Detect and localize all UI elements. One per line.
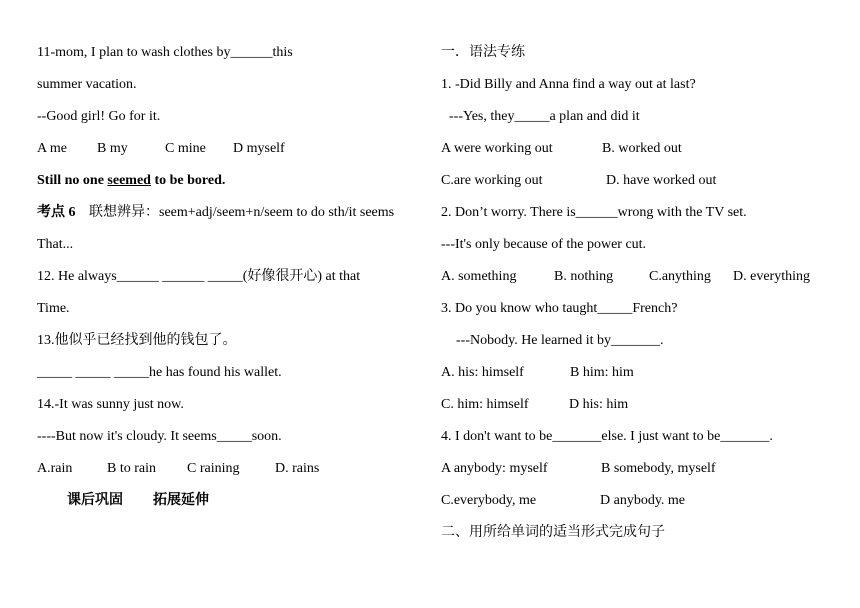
question-11-line-1: 11-mom, I plan to wash clothes by______this <box>37 45 293 60</box>
option-d: D. everything <box>733 269 810 284</box>
question-14-options <box>37 458 427 490</box>
question-1-line-1: 1. -Did Billy and Anna find a way out at last? <box>441 77 696 92</box>
kaodian-text: 联想辨异：seem+adj/seem+n/seem to do sth/it seems <box>89 205 395 220</box>
option-d: D. rains <box>275 461 320 476</box>
question-13-line-2: _____ _____ _____he has found his wallet. <box>37 365 282 380</box>
question-1-line-2: ---Yes, they_____a plan and did it <box>449 109 640 124</box>
question-4-options-cd <box>441 490 841 522</box>
question-3-options-cd <box>441 394 841 426</box>
left-column <box>37 42 427 522</box>
right-column <box>441 42 841 554</box>
question-4-options-ab <box>441 458 841 490</box>
underlined-word: seemed <box>107 173 151 188</box>
option-a: A were working out <box>441 141 553 156</box>
example-sentence <box>37 170 427 202</box>
option-b: B him: him <box>570 365 634 380</box>
option-b: B somebody, myself <box>601 461 716 476</box>
option-d: D his: him <box>569 397 629 412</box>
option-d: D. have worked out <box>606 173 717 188</box>
grammar-heading: 一．语法专练 <box>441 45 525 60</box>
question-3-line-2: ---Nobody. He learned it by_______. <box>456 333 664 348</box>
option-a: A.rain <box>37 461 73 476</box>
question-2-line-1: 2. Don’t worry. There is______wrong with the TV set. <box>441 205 747 220</box>
question-12-line-2: Time. <box>37 301 70 316</box>
question-12-line-1: 12. He always______ ______ _____(好像很开心) at that <box>37 269 361 284</box>
option-b: B my <box>97 141 128 156</box>
section-label-extend: 拓展延伸 <box>153 493 209 508</box>
section-label-consolidate: 课后巩固 <box>67 493 123 508</box>
kaodian-label: 考点 6 <box>37 205 76 220</box>
example-sentence-end: to be bored. <box>150 173 226 188</box>
option-c: C raining <box>187 461 240 476</box>
kaodian-continuation: That... <box>37 237 74 252</box>
section-heading-after-class <box>37 490 427 522</box>
option-c: C. him: himself <box>441 397 529 412</box>
question-3-line-1: 3. Do you know who taught_____French? <box>441 301 678 316</box>
question-11-line-2: summer vacation. <box>37 77 137 92</box>
question-3-options-ab <box>441 362 841 394</box>
kaodian-line <box>37 202 427 234</box>
option-b: B. nothing <box>554 269 614 284</box>
question-11-options <box>37 138 427 170</box>
option-a: A anybody: myself <box>441 461 548 476</box>
option-b: B. worked out <box>602 141 682 156</box>
question-4-line-1: 4. I don't want to be_______else. I just want to be_______. <box>441 429 773 444</box>
example-sentence-start: Still no one <box>37 173 108 188</box>
option-a: A. his: himself <box>441 365 524 380</box>
option-c: C.everybody, me <box>441 493 537 508</box>
question-1-options-ab <box>441 138 841 170</box>
question-13-line-1: 13.他似乎已经找到他的钱包了。 <box>37 333 237 348</box>
option-d: D anybody. me <box>600 493 686 508</box>
option-c: C.anything <box>649 269 711 284</box>
option-c: C.are working out <box>441 173 543 188</box>
question-1-options-cd <box>441 170 841 202</box>
question-11-reply: --Good girl! Go for it. <box>37 109 161 124</box>
question-14-line-2: ----But now it's cloudy. It seems_____soon. <box>37 429 282 444</box>
option-d: D myself <box>233 141 285 156</box>
option-c: C mine <box>165 141 206 156</box>
fill-in-heading: 二、用所给单词的适当形式完成句子 <box>441 525 665 540</box>
option-b: B to rain <box>107 461 156 476</box>
question-2-options <box>441 266 841 298</box>
option-a: A me <box>37 141 67 156</box>
question-14-line-1: 14.-It was sunny just now. <box>37 397 184 412</box>
question-2-line-2: ---It's only because of the power cut. <box>441 237 647 252</box>
option-a: A. something <box>441 269 517 284</box>
